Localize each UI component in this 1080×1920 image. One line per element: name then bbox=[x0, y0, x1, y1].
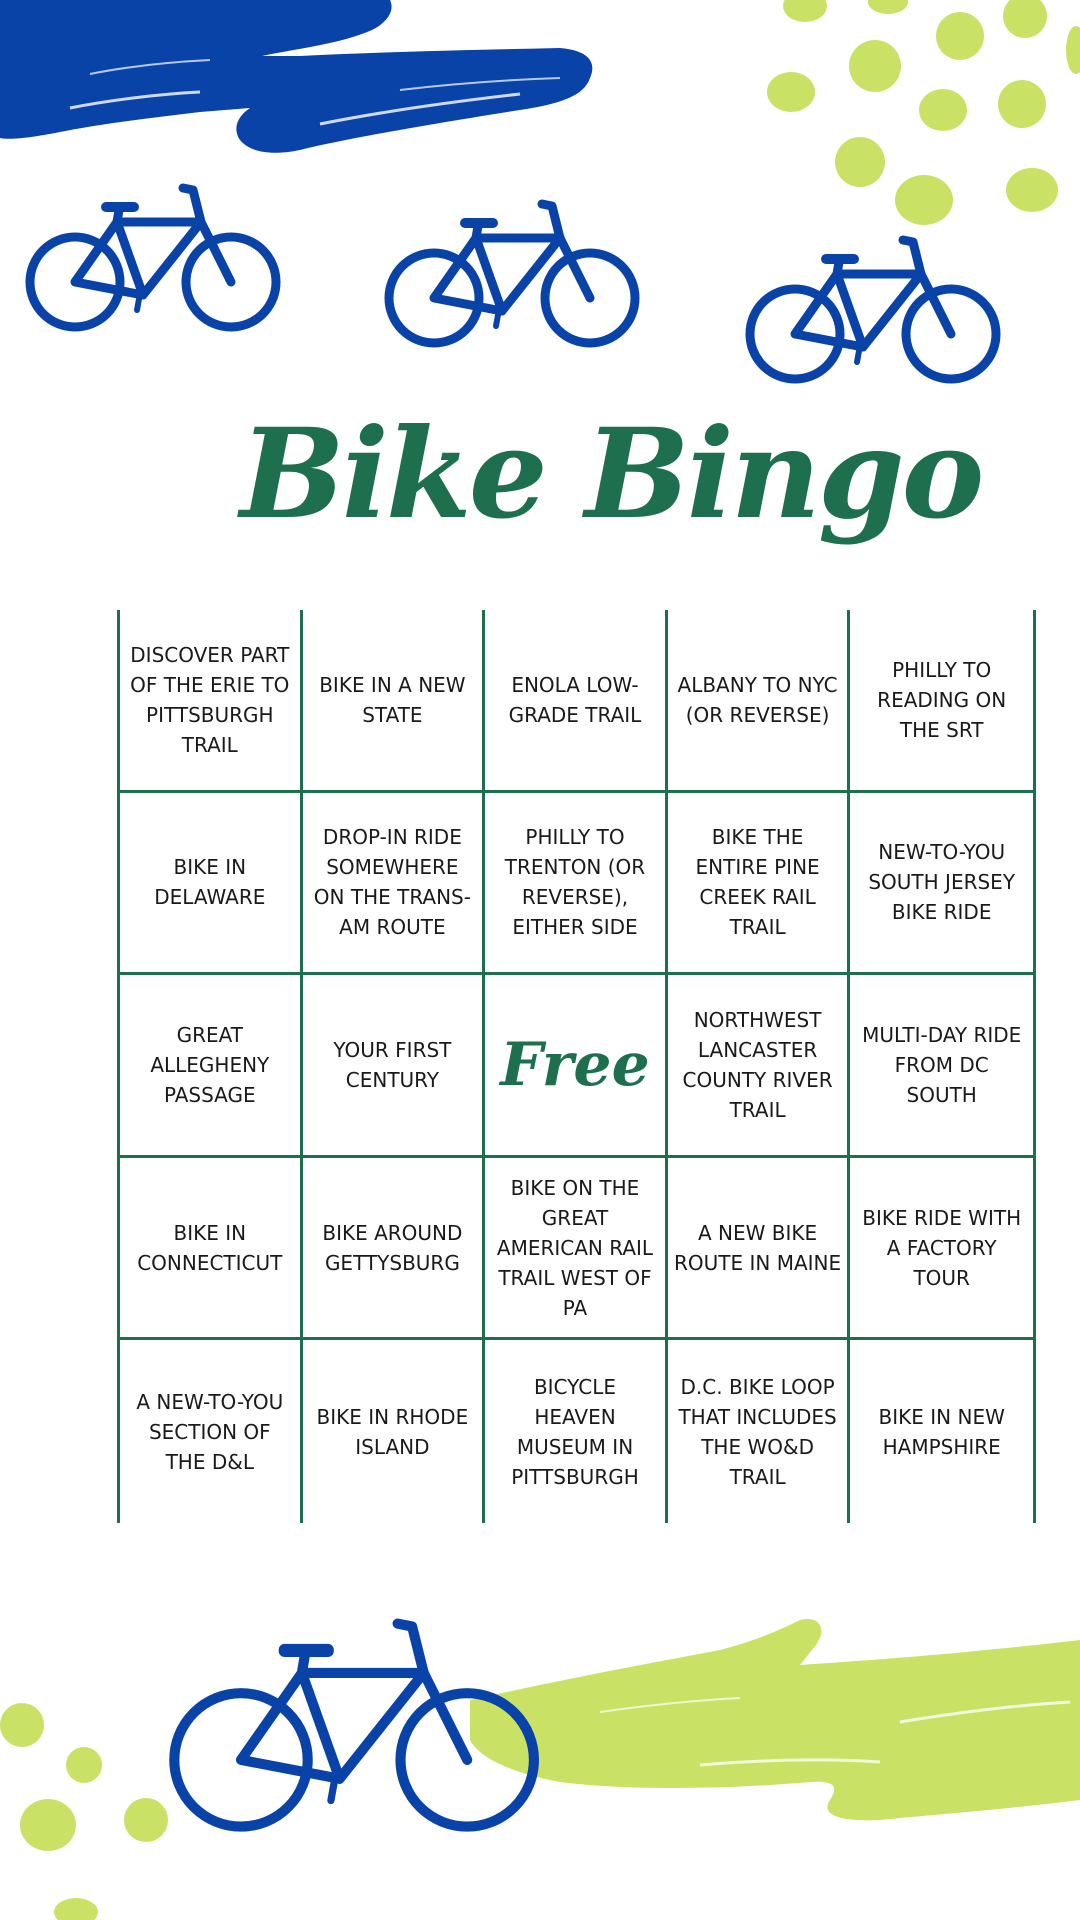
bingo-square-label: D.C. BIKE LOOP THAT INCLUDES THE WO&D TRAIL bbox=[678, 1374, 837, 1489]
bingo-square-label: BIKE AROUND GETTYSBURG bbox=[322, 1220, 463, 1275]
bingo-square[interactable] bbox=[120, 610, 303, 793]
bingo-square[interactable] bbox=[668, 793, 851, 976]
bingo-square[interactable] bbox=[120, 1158, 303, 1341]
bingo-square[interactable] bbox=[303, 1158, 486, 1341]
bingo-square-label: ENOLA LOW-GRADE TRAIL bbox=[508, 672, 642, 727]
bingo-square-label: PHILLY TO TRENTON (OR REVERSE), EITHER SIDE bbox=[504, 825, 646, 940]
bingo-square-label: BIKE IN NEW HAMPSHIRE bbox=[878, 1404, 1005, 1459]
bingo-square-label: Free bbox=[500, 1029, 650, 1100]
bingo-square[interactable] bbox=[668, 975, 851, 1158]
page-title: Bike Bingo bbox=[240, 402, 982, 547]
bingo-square-label: YOUR FIRST CENTURY bbox=[333, 1037, 452, 1092]
bingo-square[interactable] bbox=[668, 1158, 851, 1341]
bingo-square-label: BIKE THE ENTIRE PINE CREEK RAIL TRAIL bbox=[695, 825, 820, 940]
blue-brush-stroke bbox=[0, 0, 592, 153]
bingo-square-label: NORTHWEST LANCASTER COUNTY RIVER TRAIL bbox=[682, 1007, 833, 1122]
bingo-square-label: BIKE RIDE WITH A FACTORY TOUR bbox=[862, 1205, 1022, 1290]
bingo-square[interactable] bbox=[850, 1158, 1033, 1341]
bingo-square[interactable] bbox=[120, 1340, 303, 1523]
bingo-grid bbox=[117, 610, 1036, 1523]
bingo-square-label: PHILLY TO READING ON THE SRT bbox=[877, 657, 1007, 742]
bicycle-icon bbox=[168, 1612, 546, 1844]
bicycle-icon bbox=[25, 180, 285, 340]
bingo-square[interactable] bbox=[120, 793, 303, 976]
bingo-square-label: GREAT ALLEGHENY PASSAGE bbox=[150, 1022, 270, 1107]
bingo-square-label: DISCOVER PART OF THE ERIE TO PITTSBURGH TRAIL bbox=[130, 642, 290, 757]
bingo-square[interactable] bbox=[850, 610, 1033, 793]
bingo-square-label: NEW-TO-YOU SOUTH JERSEY BIKE RIDE bbox=[868, 840, 1016, 925]
bingo-square[interactable] bbox=[850, 975, 1033, 1158]
bingo-square[interactable] bbox=[485, 793, 668, 976]
bingo-square[interactable] bbox=[668, 1340, 851, 1523]
bingo-square[interactable] bbox=[850, 793, 1033, 976]
bingo-square-label: BIKE IN A NEW STATE bbox=[319, 672, 466, 727]
lime-brush-stroke bbox=[470, 1619, 1080, 1820]
bingo-square[interactable] bbox=[303, 610, 486, 793]
bingo-square[interactable] bbox=[485, 1340, 668, 1523]
bingo-square-label: BIKE IN DELAWARE bbox=[154, 855, 266, 910]
lime-dots-top bbox=[767, 0, 1080, 225]
bingo-square-label: BIKE IN CONNECTICUT bbox=[137, 1220, 283, 1275]
bingo-square-label: MULTI-DAY RIDE FROM DC SOUTH bbox=[862, 1022, 1022, 1107]
bicycle-icon bbox=[745, 232, 1005, 392]
bingo-square[interactable] bbox=[668, 610, 851, 793]
bingo-square[interactable] bbox=[303, 793, 486, 976]
bingo-square[interactable] bbox=[850, 1340, 1033, 1523]
bingo-square-label: BIKE IN RHODE ISLAND bbox=[316, 1404, 469, 1459]
bingo-square-label: A NEW-TO-YOU SECTION OF THE D&L bbox=[136, 1389, 284, 1474]
bingo-square[interactable] bbox=[303, 975, 486, 1158]
bicycle-icon bbox=[384, 196, 644, 356]
bingo-square-label: BIKE ON THE GREAT AMERICAN RAIL TRAIL WEST OF PA bbox=[496, 1175, 654, 1320]
lime-dots-bottom bbox=[0, 1703, 168, 1920]
bingo-square-label: DROP-IN RIDE SOMEWHERE ON THE TRANS-AM ROUTE bbox=[313, 825, 471, 940]
bingo-square[interactable] bbox=[303, 1340, 486, 1523]
bingo-square-label: ALBANY TO NYC (OR REVERSE) bbox=[677, 672, 838, 727]
bingo-square-label: A NEW BIKE ROUTE IN MAINE bbox=[674, 1220, 842, 1275]
bingo-square[interactable] bbox=[485, 610, 668, 793]
bingo-square-label: BICYCLE HEAVEN MUSEUM IN PITTSBURGH bbox=[511, 1374, 639, 1489]
bingo-square[interactable] bbox=[120, 975, 303, 1158]
bingo-square[interactable] bbox=[485, 1158, 668, 1341]
bingo-free-space[interactable] bbox=[485, 975, 668, 1158]
